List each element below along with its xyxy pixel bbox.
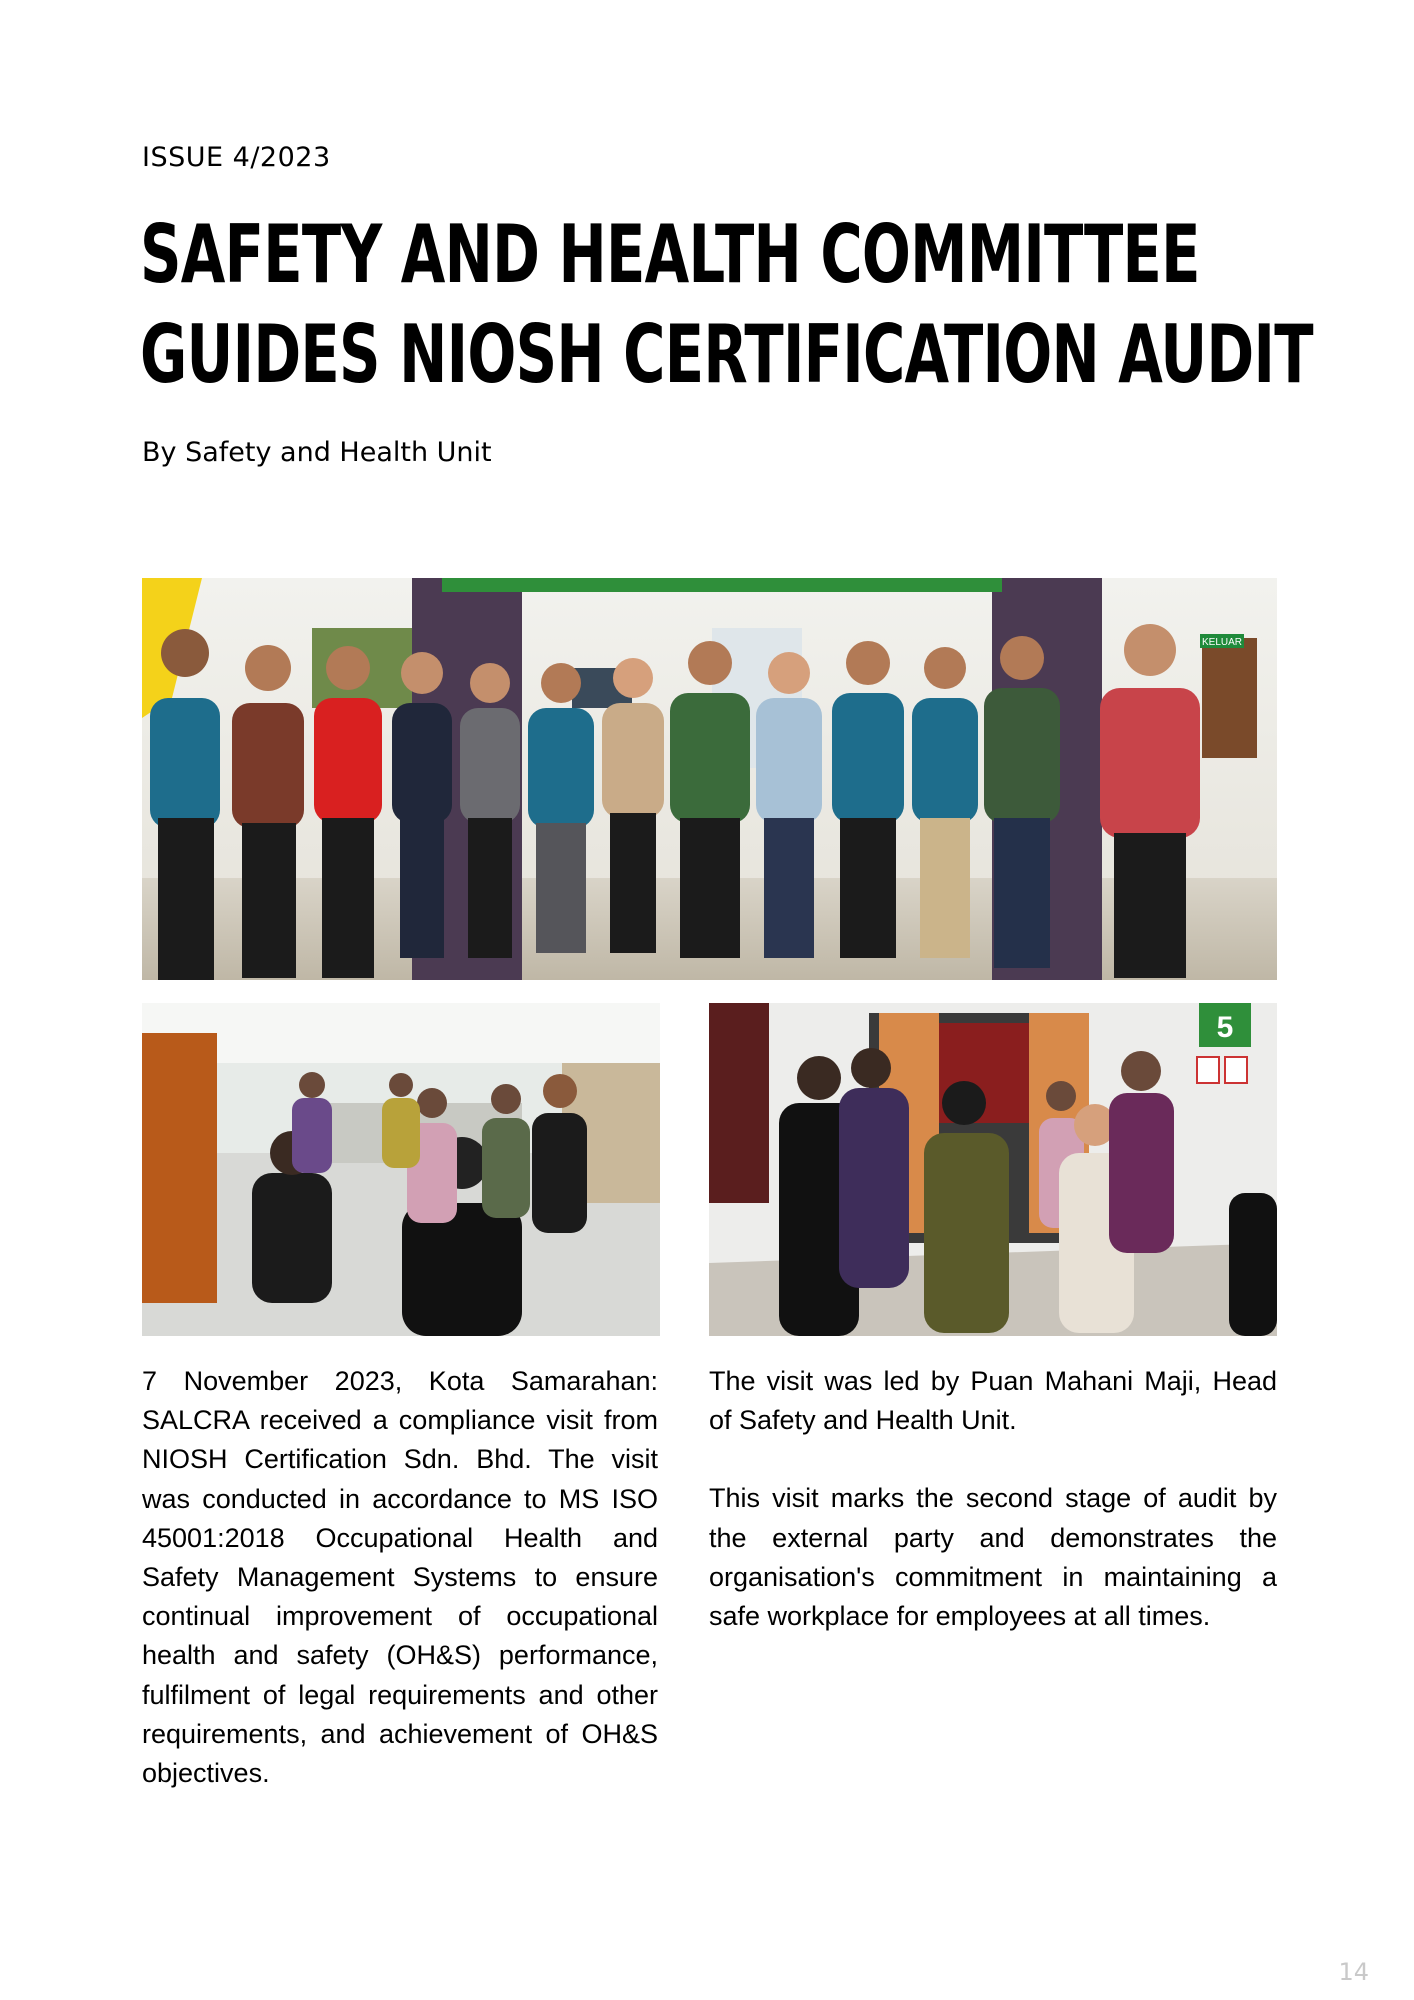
office-visit-photo bbox=[142, 1003, 660, 1336]
byline: By Safety and Health Unit bbox=[142, 437, 492, 468]
headline-line-1: SAFETY AND HEALTH COMMITTEE bbox=[140, 208, 1200, 301]
issue-label: ISSUE 4/2023 bbox=[142, 142, 331, 173]
svg-text:KELUAR: KELUAR bbox=[1201, 637, 1243, 648]
headline bbox=[140, 205, 1313, 405]
page-number: 14 bbox=[1338, 1958, 1369, 1986]
body-paragraph: The visit was led by Puan Mahani Maji, Head of Safety and Health Unit. bbox=[709, 1366, 1277, 1436]
group-photo bbox=[142, 578, 1277, 980]
room-number-sign bbox=[1199, 1003, 1251, 1047]
body-paragraph: 7 November 2023, Kota Samarahan: SALCRA received a compliance visit from NIOSH Certification Sdn. Bhd. The visit was conducted in accordance to MS ISO 45001:2018 Occupational Health and Safety Management Systems to ensure continual improvement of occupational health and safety (OH&S) performance, fulfilment of legal requirements and other requirements, and achievement of OH&S objectives. bbox=[142, 1366, 658, 1789]
body-column-left bbox=[142, 1362, 658, 1793]
svg-text:5: 5 bbox=[1216, 1011, 1234, 1044]
headline-line-2: GUIDES NIOSH CERTIFICATION AUDIT bbox=[140, 308, 1313, 401]
body-column-right bbox=[709, 1362, 1277, 1636]
body-paragraph: This visit marks the second stage of audit by the external party and demonstrates the organisation's commitment in maintaining a safe workplace for employees at all times. bbox=[709, 1483, 1277, 1632]
room-visit-photo bbox=[709, 1003, 1277, 1336]
exit-sign bbox=[1200, 634, 1244, 648]
